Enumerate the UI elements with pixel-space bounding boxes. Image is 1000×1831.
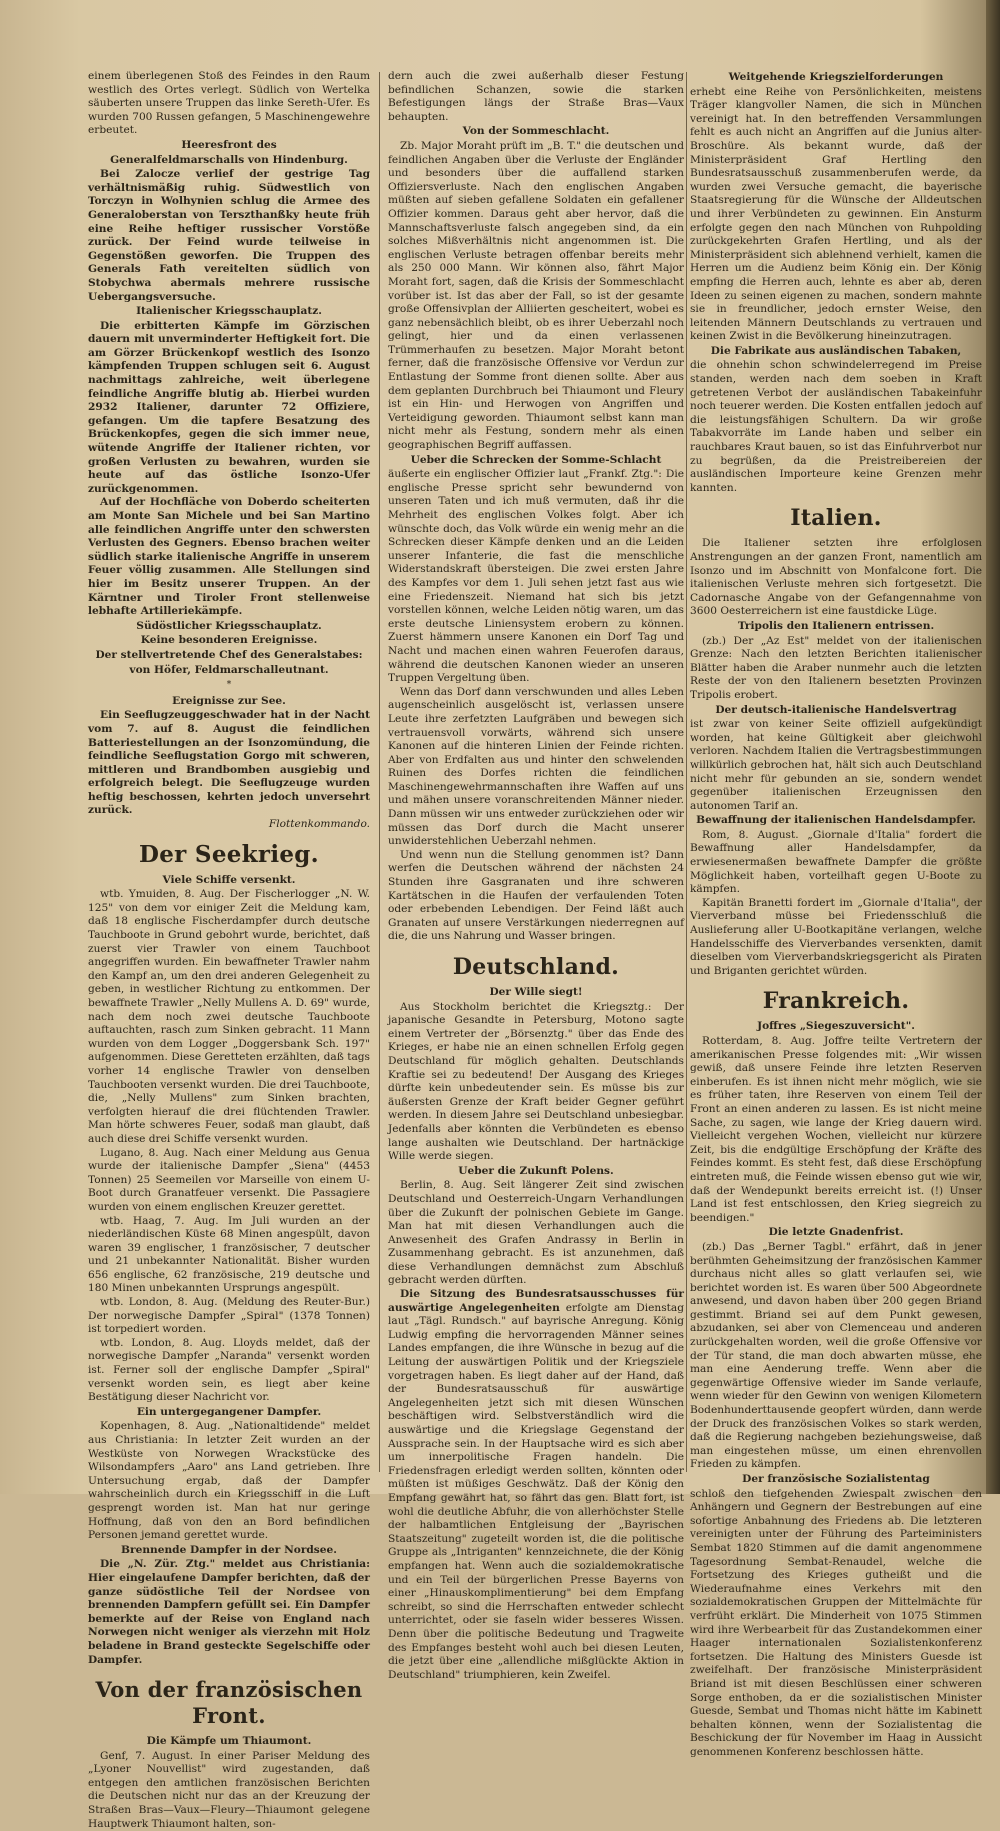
article-text: dern auch die zwei außerhalb dieser Festung befindlichen Schanzen, sowie die starken Befestigungen längs der Straße Bras—Vaux behaupten. [388, 70, 684, 123]
section-heading: Ueber die Zukunft Polens. [458, 1164, 614, 1177]
article-text: Und wenn nun die Stellung genommen ist? Dann werfen die Deutschen während der nächsten 24 Stunden ihre Gasgranaten und ihre schweren Kartätschen in die Haufen der verfaulenden Toten oder erbebenden Lebendigen. Der Feind läßt auch Granaten auf unsere Verstärkungen niederregnen auf die, die uns Nahrung und Wasser bringen. [388, 848, 684, 943]
signature-line: Flottenkommando. [268, 818, 370, 831]
article-text: Bei Zalocze verlief der gestrige Tag verhältnismäßig ruhig. Südwestlich von Torczyn in Wolhynien schlug die Armee des Generaloberstan von Terszthanßky heute früh eine Reihe heftiger russischer Vorstöße zurück. Der Feind wurde teilweise in Gegenstößen geworfen. Die Truppen des Generals Fath vereitelten südlich von Stobychwa abermals mehrere russische Uebergangsversuche. [88, 168, 370, 303]
article-text: Die Italiener setzten ihre erfolglosen Anstrengungen an der ganzen Front, namentlich am Isonzo und im Abschnitt von Monfalcone fort. Die italienischen Verluste mehren sich fortgesetzt. Die Cadornasche Angabe von der Gefangennahme von 3600 Oesterreichern ist eine faustdicke Lüge. [690, 537, 982, 618]
article-text [388, 1288, 684, 1682]
section-title: Frankreich. [762, 988, 910, 1015]
article-text: Zb. Major Moraht prüft im „B. T." die deutschen und feindlichen Angaben über die Verluste der Engländer und besonders über die auffallend starken Offiziersverluste. Nach den englischen Angaben müßten auf sieben gefallene Soldaten ein gefallener Offizier kommen. Daraus geht aber hervor, daß die Mannschaftsverluste falsch angegeben sind, da ein solches Mißverhältnis nicht angenommen ist. Die englischen Verluste betragen offenbar bereits mehr als 250 000 Mann. Wir können also, fährt Major Moraht fort, sagen, daß die Krisis der Sommeschlacht vorüber ist. Ist das aber der Fall, so ist der gesamte große Offensivplan der Alliierten gescheitert, wobei es ganz nebensächlich bleibt, ob es ihrer Ueberzahl noch gelingt, hier und da einen verlassenen Trümmerhaufen zu besetzen. Major Moraht betont ferner, daß die französische Offensive vor Verdun zur Entlastung der Somme front dienen sollte. Aber aus dem geplanten Durchbruch bei Thiaumont und Fleury ist ein Hin- und Herwogen von Angriffen und Verteidigung geworden. Thiaumont selbst kann man nicht mehr als Festung, sondern mehr als einen geographischen Begriff auffassen. [388, 139, 684, 452]
article-text: Rotterdam, 8. Aug. Joffre teilte Vertretern der amerikanischen Presse folgendes mit: „Wir wissen gewiß, daß unsere Feinde ihre letzten Reserven einberufen. Es ist ihnen nicht mehr möglich, wie sie es früher taten, ihre Reserven von einem Teil der Front an einen anderen zu lassen. Es ist nicht meine Sache, zu sagen, wie lange der Krieg dauern wird. Vielleicht vergehen Wochen, vielleicht nur kürzere Zeit, bis die endgültige Erschöpfung der Kräfte des Feindes kommt. Es steht fest, daß diese Erschöpfung eintreten muß, die Feinde wissen ebenso gut wie wir, daß der Wendepunkt bereits erreicht ist. (!) Unser Land ist fest entschlossen, den Krieg siegreich zu beendigen." [690, 1035, 982, 1224]
section-heading: Die letzte Gnadenfrist. [768, 1226, 904, 1239]
separator-star: * [226, 680, 232, 691]
section-heading: Ereignisse zur See. [172, 694, 286, 707]
article-text: äußerte ein englischer Offizier laut „Frankf. Ztg.": Die englische Presse spricht sehr bewundernd von unseren Taten und ich muß vermuten, daß ihr die Mehrheit des englischen Volkes folgt. Aber ich wünschte doch, das Volk würde ein wenig mehr an die Schrecken dieser Kämpfe denken und an die Leiden unserer Infanterie, die fast die menschliche Widerstandskraft übersteigen. Die zwei ersten Jahre des Kampfes vor dem 1. Juli sehen jetzt fast aus wie eine Friedenszeit. Niemand hat sich bis jetzt vorstellen können, welche Leiden nötig waren, um das erste deutsche Liniensystem erobern zu können. Zuerst hämmern unsere Kanonen ein Dorf Tag und Nacht und machen einen wahren Feuerofen daraus, während die deutschen Kanonen wieder an unseren Truppen Vergeltung üben. [388, 468, 684, 685]
section-heading: Brennende Dampfer in der Nordsee. [121, 1543, 337, 1556]
article-text: schloß den tiefgehenden Zwiespalt zwischen den Anhängern und Gegnern der Bestrebungen auf eine sofortige Anbahnung des Friedens ab. Die letzteren vereinigten unter der Führung des Parteiministers Sembat 1820 Stimmen auf die damit angenommene Tagesordnung Sembat-Renaudel, welche die Fortsetzung des Krieges gutheißt und die Wiederaufnahme eines Verkehrs mit den sozialdemokratischen Gruppen der Mittelmächte für verfrüht erklärt. Die Minderheit von 1075 Stimmen wird ihre Werbearbeit für das Zustandekommen einer Haager internationalen Sozialistenkonferenz fortsetzen. Die Haltung des Ministers Guesde ist zweifelhaft. Der französische Ministerpräsident Briand ist mit diesen Beschlüssen einer schweren Sorge enthoben, da er die sozialistischen Minister Guesde, Sembat und Thomas nicht hätte im Kabinett behalten können, wenn der Sozialistentag die Beschickung der für November im Haag in Aussicht genommenen Konferenz beschlossen hätte. [690, 1487, 982, 1758]
section-heading: Italienischer Kriegsschauplatz. [136, 305, 322, 318]
article-text: Kapitän Branetti fordert im „Giornale d'Italia", der Vierverband müsse bei Friedensschluß die Auslieferung aller U-Bootkapitäne verlangen, welche Handelsschiffe des Vierverbandes versenkten, damit dieselben vom Vierverbandskriegsgericht als Piraten und Briganten gerichtet würden. [690, 896, 982, 977]
column-divider [379, 72, 380, 1472]
article-text: Berlin, 8. Aug. Seit längerer Zeit sind zwischen Deutschland und Oesterreich-Ungarn Verhandlungen über die Zukunft der polnischen Gebiete im Gange. Man hat mit diesen Verhandlungen auch die Anwesenheit des Grafen Andrassy in Berlin in Zusammenhang gebracht. Es ist anzunehmen, daß diese Verhandlungen demnächst zum Abschluß gebracht werden dürften. [388, 1179, 684, 1287]
page-edge-shadow [986, 0, 1000, 1494]
section-heading: Heeresfront des [181, 138, 277, 151]
article-text: Kopenhagen, 8. Aug. „Nationaltidende" meldet aus Christiania: In letzter Zeit wurden an der Westküste von Norwegen Wrackstücke des Wilsondampfers „Aaro" ans Land getrieben. Ihre Untersuchung ergab, daß der Dampfer wahrscheinlich durch ein Kriegsschiff in die Luft gesprengt worden ist. Man hat nur geringe Hoffnung, daß von den an Bord befindlichen Personen jemand gerettet wurde. [88, 1420, 370, 1542]
section-heading: Generalfeldmarschalls von Hindenburg. [110, 153, 348, 166]
signature-line: Der stellvertretende Chef des Generalstabes: [95, 648, 363, 661]
article-body: erfolgte am Dienstag laut „Tägl. Rundsch." auf bayrische Anregung. König Ludwig empfing die hervorragenden Männer seines Landes empfangen, die ihre Wünsche in bezug auf die Leitung der auswärtigen Politik und der Kriegsziele vorgetragen haben. Es liegt daher auf der Hand, daß der Bundesratsausschuß für auswärtige Angelegenheiten jetzt sich mit diesen Wünschen beschäftigen wird. Selbstverständlich wird die auswärtige und die Kriegslage Gegenstand der Aussprache sein. In der Hauptsache wird es sich aber um innerpolitische Fragen handeln. Die Friedensfragen erledigt werden sollten, könnten oder müßten ist müßiges Geschwätz. Daß der König den Empfang gewährt hat, so fährt das gen. Blatt fort, ist wohl die deutliche Abfuhr, die von allerhöchster Stelle der halbamtlichen Entgleisung der „Bayrischen Staatszeitung" zugeteilt worden ist, die die politische Gruppe als „Intriganten" kennzeichnete, die der König empfangen hat. Wenn auch die sozialdemokratische und ein Teil der bürgerlichen Presse Bayerns von einer „Hinauskomplimentierung" bei dem Empfang schreibt, so sind die Herrschaften entweder schlecht unterrichtet, oder sie faseln wider besseres Wissen. Denn über die politische Bedeutung und Tragweite des Empfanges besteht wohl auch bei diesen Leuten, die jetzt über eine „allendliche mißglückte Aktion in Deutschland" triumphieren, kein Zweifel. [388, 1301, 684, 1681]
article-text: Aus Stockholm berichtet die Kriegsztg.: Der japanische Gesandte in Petersburg, Motono sagte einem Vertreter der „Börsenztg." über das Ende des Krieges, er habe nie an einen schnellen Erfolg gegen Deutschland für möglich gehalten. Deutschlands Kraftie sei zu bedeutend! Der Ausgang des Krieges dürfte kein unbedeutender sein. Es müsse bis zur äußersten Grenze der Kraft beider Gegner geführt werden. In diesem Jahre sei Deutschland unbesiegbar. Jedenfalls aber könnten die Verbündeten es ebenso lange aushalten wie Deutschland. Der hartnäckige Wille werde siegen. [388, 1000, 684, 1163]
article-text: Die erbitterten Kämpfe im Görzischen dauern mit unverminderter Heftigkeit fort. Die am Görzer Brückenkopf westlich des Isonzo kämpfenden Truppen schlugen seit 6. August nachmittags zahlreiche, weit überlegene feindliche Angriffe blutig ab. Hierbei wurden 2932 Italiener, darunter 72 Offiziere, gefangen. Um die tapfere Besatzung des Brückenkopfes, gegen die sich immer neue, wütende Angriffe der Italiener richten, vor großen Verlusten zu bewahren, wurden sie heute auf das östliche Isonzo-Ufer zurückgenommen. [88, 319, 370, 495]
section-heading: Ueber die Schrecken der Somme-Schlacht [410, 453, 662, 466]
article-text: einem überlegenen Stoß des Feindes in den Raum westlich des Ortes verlegt. Südlich von Wertelka säuberten unsere Truppen das linke Sereth-Ufer. Es wurden 700 Russen gefangen, 5 Maschinengewehre erbeutet. [88, 70, 370, 137]
article-text: Genf, 7. August. In einer Pariser Meldung des „Lyoner Nouvellist" wird zugestanden, daß entgegen den amtlichen französischen Berichten die Deutschen nicht nur das an der Kreuzung der Straßen Bras—Vaux—Fleury—Thiaumont gelegene Hauptwerk Thiaumont halten, son- [88, 1749, 370, 1830]
section-title: Von der französischen Front. [95, 1677, 363, 1729]
article-text: wtb. London, 8. Aug. (Meldung des Reuter-Bur.) Der norwegische Dampfer „Spiral" (1378 Tonnen) ist torpediert worden. [88, 1296, 370, 1336]
section-heading: Südöstlicher Kriegsschauplatz. [136, 619, 322, 632]
article-text: (zb.) Das „Berner Tagbl." erfährt, daß in jener berühmten Geheimsitzung der französischen Kammer durchaus nicht alles so glatt verlaufen sei, wie berichtet worden ist. Es waren über 500 Abgeordnete anwesend, und davon haben über 200 gegen Briand gestimmt. Briand sei auf dem Punkt gewesen, abzudanken, sei aber von Clemenceau und anderen zurückgehalten worden, weil die große Offensive vor der Tür stand, die man doch abwarten müsse, ehe man eine Aenderung treffe. Wenn aber die gegenwärtige Offensive wieder im Sande verlaufe, wenn wieder für den Gewinn von wenigen Kilometern Bodenhunderttausende geopfert würden, dann werde der Druck des französischen Volkes so stark werden, daß die Regierung nachgeben beziehungsweise, daß man eingestehen müsse, um einen ehrenvollen Frieden zu kämpfen. [690, 1240, 982, 1471]
article-text: wtb. London, 8. Aug. Lloyds meldet, daß der norwegische Dampfer „Naranda" versenkt worden ist. Ferner soll der englische Dampfer „Spiral" versenkt worden sein, es liegt aber keine Bestätigung dieser Nachricht vor. [88, 1336, 370, 1404]
article-text: ist zwar von keiner Seite offiziell aufgekündigt worden, hat keine Gültigkeit aber gleichwohl verloren. Nachdem Italien die Vertragsbestimmungen willkürlich gebrochen hat, hält sich auch Deutschland nicht mehr für gebunden an sie, sondern wendet gegenüber italienischen Erzeugnissen den autonomen Tarif an. [690, 718, 982, 812]
section-heading: Tripolis den Italienern entrissen. [737, 619, 935, 632]
article-text: Die „N. Zür. Ztg." meldet aus Christiania: Hier eingelaufene Dampfer berichten, daß der ganze südöstliche Teil der Nordsee von brennenden Dampfern gefüllt sei. Ein Dampfer bemerkte auf der Reise von England nach Norwegen nicht weniger als vierzehn mit Holz beladene in Brand gesteckte Segelschiffe oder Dampfer. [88, 1558, 370, 1666]
article-text: Wenn das Dorf dann verschwunden und alles Leben augenscheinlich ausgelöscht ist, verlassen unsere Leute ihre zerfetzten Laufgräben und bewegen sich vertrauensvoll vorwärts, während sich unsere Kanonen auf die hinteren Linien der Feinde richten. Aber von Erdfalten aus und hinter den schwelenden Ruinen des Dorfes richten die feindlichen Maschinengewehrmannschaften ihre Waffen auf uns und mähen unsere voranschreitenden Männer nieder. Dann müssen wir uns entweder zurückziehen oder wir müssen das Dorf durch die Macht unserer unwiderstehlichen Ueberzahl nehmen. [388, 685, 684, 848]
section-heading: Von der Sommeschlacht. [462, 125, 610, 138]
section-heading: Joffres „Siegeszuversicht". [757, 1020, 915, 1033]
section-title: Italien. [790, 505, 882, 532]
section-heading: Weitgehende Kriegszielforderungen [728, 71, 944, 83]
column-left [88, 70, 370, 1830]
article-text: die ohnehin schon schwindelerregend im Preise standen, werden nach dem soeben in Kraft getretenen Verbot der ausländischen Tabakeinfuhr noch teuerer werden. Die Kosten entfallen jedoch auf die leistungsfähigen Schultern. Da wir große Tabakvorräte im Lande haben und selber ein rauchbares Kraut bauen, so ist das Einfuhrverbot nur zu begrüßen, da die Preistreibereien der ausländischen Importeure keine Grenzen mehr kannten. [690, 359, 982, 494]
article-text: wtb. Haag, 7. Aug. Im Juli wurden an der niederländischen Küste 68 Minen angespült, davon waren 39 englischer, 1 französischer, 7 deutscher und 21 unbekannter Nationalität. Bisher wurden 656 englische, 62 französische, 219 deutsche und 180 Minen unbekannten Ursprungs angespült. [88, 1214, 370, 1295]
section-heading: Keine besonderen Ereignisse. [140, 634, 318, 647]
signature-line: von Höfer, Feldmarschalleutnant. [129, 663, 329, 676]
article-text: (zb.) Der „Az Est" meldet von der italienischen Grenze: Nach den letzten Berichten italienischer Blätter haben die Araber nunmehr auch die letzten Reste der von den Italienern besetzten Provinzen Tripolis erobert. [690, 634, 982, 701]
section-title: Deutschland. [452, 954, 620, 980]
column-divider [686, 72, 687, 1472]
section-heading: Die Kämpfe um Thiaumont. [146, 1735, 312, 1748]
section-heading: Der Wille siegt! [489, 986, 583, 998]
article-text: Rom, 8. August. „Giornale d'Italia" fordert die Bewaffnung aller Handelsdampfer, da erwiesenermaßen bewaffnete Dampfer die größte Möglichkeit haben, vorteilhaft gegen U-Boote zu kämpfen. [690, 828, 982, 896]
section-heading: Bewaffnung der italienischen Handelsdampfer. [696, 814, 976, 827]
article-lead: Die Sitzung des Bundesratsausschusses für auswärtige Angelegenheiten [388, 1288, 684, 1314]
section-title: Der Seekrieg. [139, 840, 319, 868]
article-text: wtb. Ymuiden, 8. Aug. Der Fischerlogger „N. W. 125" von dem vor einiger Zeit die Meldung kam, daß 18 englische Fischerdampfer durch deutsche Tauchboote in Grund gebohrt wurde, berichtet, daß zuerst vier Trawler von einem Tauchboot angegriffen wurden. Ein bewaffneter Trawler nahm den Kampf an, um den drei anderen Gelegenheit zu geben, in westlicher Richtung zu entkommen. Der bewaffnete Trawler „Nelly Mullens A. D. 69" wurde, nach dem noch zwei deutsche Tauchboote auftauchten, rasch zum Sinken gebracht. 11 Mann wurden von dem Logger „Doggersbank Sch. 197" aufgenommen. Diese Geretteten erzählten, daß tags vorher 14 englische Trawler von denselben Tauchbooten versenkt wurden. Die drei Tauchboote, die, „Nelly Mullens" zum Sinken brachten, verfolgten hierauf die drei flüchtenden Trawler. Man hörte schweres Feuer, sodaß man glaubt, daß auch diese drei Schiffe versenkt wurden. [88, 888, 370, 1145]
section-heading: Der deutsch-italienische Handelsvertrag [715, 703, 957, 716]
article-text: erhebt eine Reihe von Persönlichkeiten, meistens Träger klangvoller Namen, die sich in München vereinigt hat. In den betreffenden Versammlungen fehlt es auch nicht an Angriffen auf die Junius alter-Broschüre. Als bekannt wurde, daß der Ministerpräsident Graf Hertling den Bundesratsausschuß zusammenberufen werde, da wurden zwei Versuche gemacht, die bayerische Staatsregierung für die Wünsche der Alldeutschen und ihrer Verbündeten zu gewinnen. Ein Ansturm erfolgte gegen den nach München von Ruhpolding zurückgekehrten Grafen Hertling, und als der Ministerpräsident sich ablehnend verhielt, kamen die Herren um die Audienz beim König ein. Der König empfing die Herren auch, lehnte es aber ab, deren Ideen zu seinen eigenen zu machen, sondern mahnte sie in freundlicher, jedoch ernster Weise, den leitenden Männern Deutschlands zu vertrauen und keinen Zwist in die Bevölkerung hineinzutragen. [690, 85, 982, 343]
column-right [690, 70, 982, 1758]
article-text: Auf der Hochfläche von Doberdo scheiterten am Monte San Michele und bei San Martino alle feindlichen Angriffe unter den schwersten Verlusten des Gegners. Ebenso brachen weiter südlich starke italienische Angriffe in unserem Feuer völlig zusammen. Alle Stellungen sind hier im Besitz unserer Truppen. An der Kärntner und Tiroler Front stellenweise lebhafte Artilleriekämpfe. [88, 496, 370, 618]
section-heading: Der französische Sozialistentag [742, 1473, 930, 1485]
article-text: Lugano, 8. Aug. Nach einer Meldung aus Genua wurde der italienische Dampfer „Siena" (4453 Tonnen) 25 Seemeilen vor Marseille von einem U-Boot durch Granatfeuer versenkt. Die Passagiere wurden von einem englischen Kreuzer gerettet. [88, 1146, 370, 1213]
section-heading: Ein untergegangener Dampfer. [136, 1405, 322, 1418]
article-text: Ein Seeflugzeuggeschwader hat in der Nacht vom 7. auf 8. August die feindlichen Batteriestellungen an der Isonzomündung, die feindliche Seeflugstation Gorgo mit schweren, mittleren und Brandbomben ausgiebig und erfolgreich belegt. Die Seeflugzeuge wurden heftig beschossen, kehrten jedoch unversehrt zurück. [88, 709, 370, 817]
column-middle [388, 70, 684, 1681]
section-heading: Die Fabrikate aus ausländischen Tabaken, [710, 344, 962, 357]
section-heading: Viele Schiffe versenkt. [162, 873, 296, 886]
